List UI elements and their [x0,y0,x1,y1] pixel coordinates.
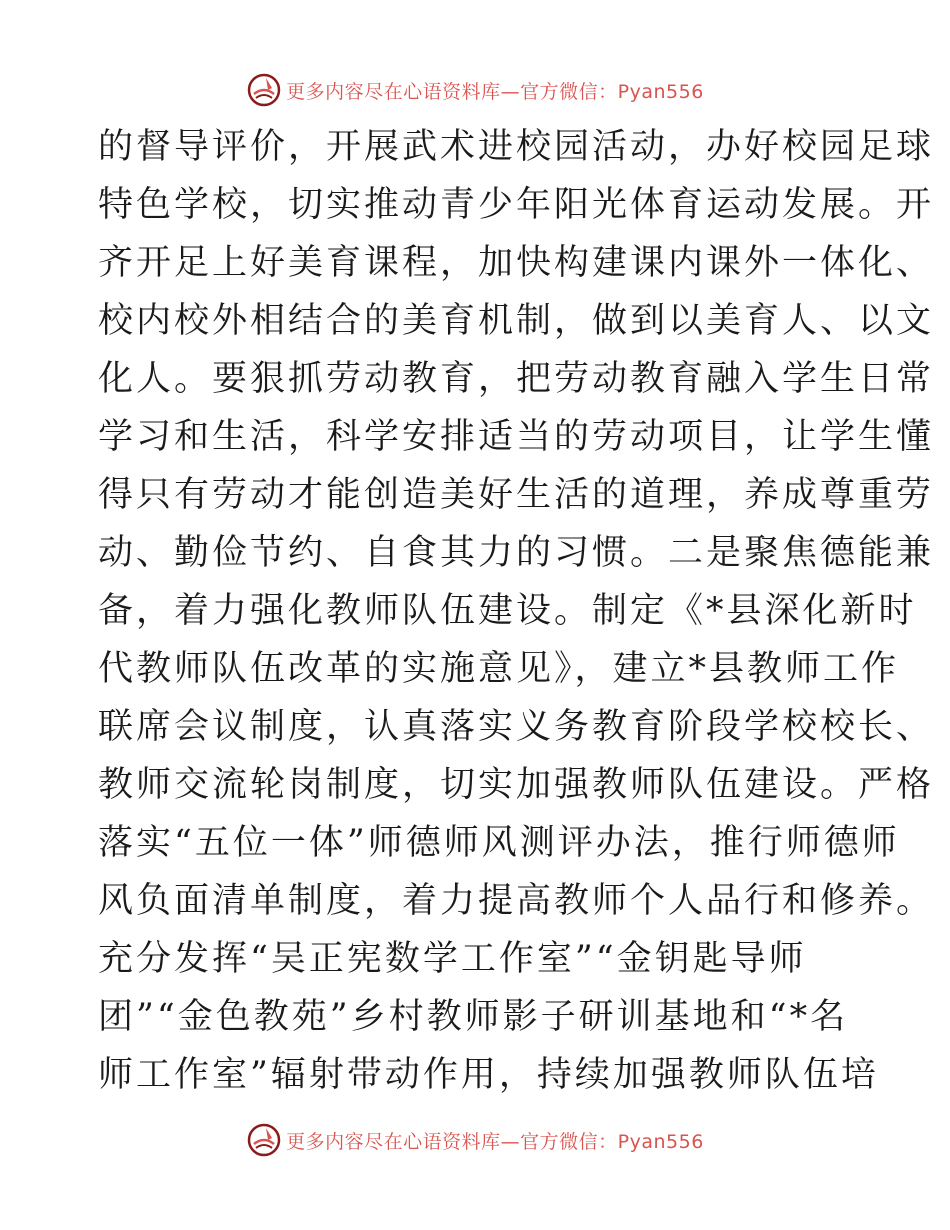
body-line: 的督导评价，开展武术进校园活动，办好校园足球 [98,127,935,167]
body-line: 联席会议制度，认真落实义务教育阶段学校校长、 [98,707,935,747]
body-line: 师工作室”辐射带动作用，持续加强教师队伍培 [98,1055,879,1095]
body-line: 学习和生活，科学安排适当的劳动项目，让学生懂 [98,417,935,457]
book-pen-logo-icon [246,72,282,108]
body-line: 团”“金色教苑”乡村教师影子研训基地和“*名 [98,997,849,1037]
document-body [98,118,935,1104]
header-banner-text: 更多内容尽在心语资料库—官方微信：Pyan556 [286,80,704,103]
body-line: 化人。要狠抓劳动教育，把劳动教育融入学生日常 [98,359,935,399]
footer-banner [0,1120,950,1160]
body-line: 教师交流轮岗制度，切实加强教师队伍建设。严格 [98,765,935,805]
body-line: 备，着力强化教师队伍建设。制定《*县深化新时 [98,591,917,631]
body-line: 落实“五位一体”师德师风测评办法，推行师德师 [98,823,900,863]
body-line: 代教师队伍改革的实施意见》，建立*县教师工作 [98,649,900,689]
footer-banner-text: 更多内容尽在心语资料库—官方微信：Pyan556 [286,1130,704,1153]
body-line: 得只有劳动才能创造美好生活的道理，养成尊重劳 [98,475,935,515]
body-line: 风负面清单制度，着力提高教师个人品行和修养。 [98,881,935,921]
body-line: 齐开足上好美育课程，加快构建课内课外一体化、 [98,243,935,283]
body-line: 充分发挥“吴正宪数学工作室”“金钥匙导师 [98,939,807,979]
body-line: 校内校外相结合的美育机制，做到以美育人、以文 [98,301,935,341]
book-pen-logo-icon [246,1122,282,1158]
body-line: 特色学校，切实推动青少年阳光体育运动发展。开 [98,185,935,225]
header-banner [0,70,950,110]
body-line: 动、勤俭节约、自食其力的习惯。二是聚焦德能兼 [98,533,935,573]
